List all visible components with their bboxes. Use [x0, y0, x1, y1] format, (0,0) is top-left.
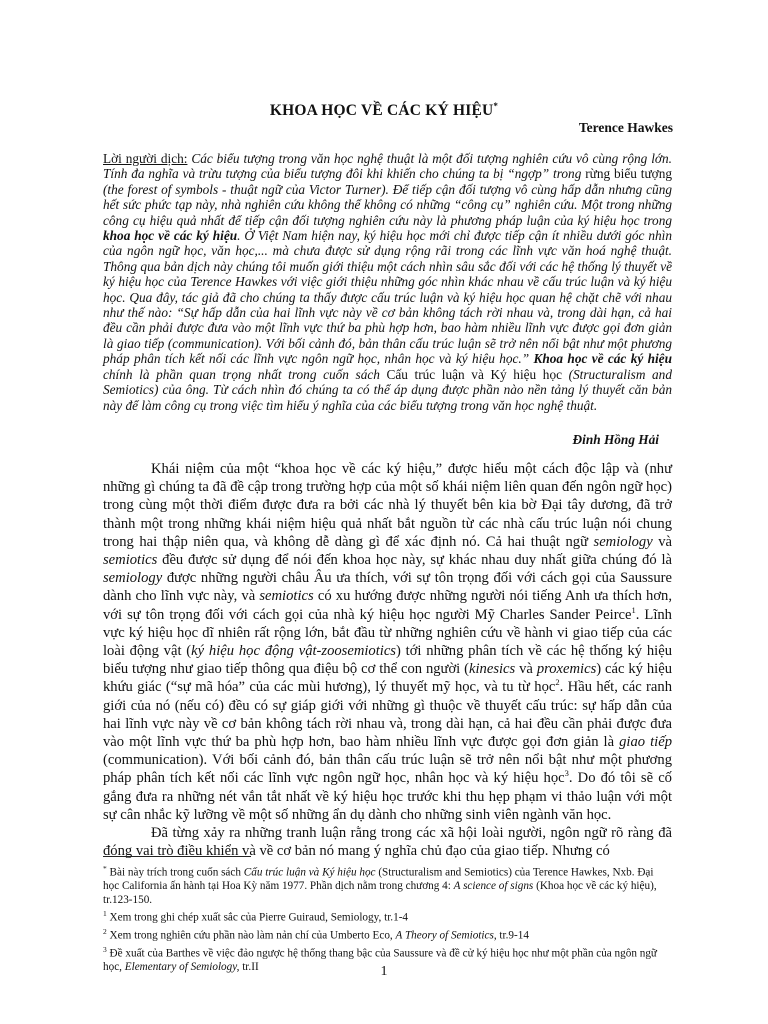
footnote-ref: 1 — [631, 604, 636, 615]
title-footnote-mark: * — [493, 101, 499, 111]
main-body — [103, 460, 672, 860]
footnote: * Bài này trích trong cuốn sách Cấu trúc luận và Ký hiệu học (Structuralism and Semiotics) của Terence Hawkes, Nxb. Đại học California ấn hành tại Hoa Kỳ năm 1977. Phần dịch nằm trong chương 4: A science of signs (Khoa học về các ký hiệu), tr.123-150. — [103, 864, 657, 906]
footnote: $^1$ Xem trong ghi chép xuất sắc của Pierre Guiraud, Semiology, tr.1-4 — [103, 908, 409, 924]
footnote-ref: 2 — [555, 677, 560, 688]
translator-note: Lời người dịch: Các biểu tượng trong văn học nghệ thuật là một đối tượng nghiên cứu vô cùng rộng lớn. Tính đa nghĩa và trừu tượng của biểu tượng đôi khi khiến cho chúng ta bị “ngợp” trong rừng biểu tượng (the forest of symbols - thuật ngữ của Victor Turner). Để tiếp cận đối tượng vô cùng hấp dẫn nhưng cũng hết sức phức tạp này, nhà nghiên cứu không thể không có những “công cụ” nghiên cứu. Một trong những công cụ hiệu quả nhất để tiếp cận đối tượng nghiên cứu này là phương pháp luận của ký hiệu học trong khoa học về các ký hiệu. Ở Việt Nam hiện nay, ký hiệu học mới chỉ được tiếp cận ít nhiều dưới góc nhìn của ngôn ngữ học, văn học,... mà chưa được sử dụng rộng rãi trong các lĩnh vực văn hoá nghệ thuật. Thông qua bản dịch này chúng tôi muốn giới thiệu một cách nhìn sâu sắc đối với các hệ thống lý thuyết về ký hiệu học của Terence Hawkes với việc giới thiệu những góc nhìn khác nhau về cấu trúc luận và ký hiệu học. Qua đây, tác giả đã cho chúng ta thấy được cấu trúc luận và ký hiệu học quan hệ chặt chẽ với nhau như thế nào: “Sự hấp dẫn của hai lĩnh vực này về cơ bản không tách rời nhau và, trong dài hạn, cả hai đều cần phải được đưa vào một lĩnh vực thứ ba phù hợp hơn, bao hàm nhiều lĩnh vực được gọi đơn giản là giao tiếp (communication). Với bối cảnh đó, bản thân cấu trúc luận sẽ trở nên nổi bật như một phương pháp phân tích kết nối các lĩnh vực ngôn ngữ học, nhân học và ký hiệu học.” Khoa học về các ký hiệu chính là phần quan trọng nhất trong cuốn sách Cấu trúc luận và Ký hiệu học (Structuralism and Semiotics) của ông. Từ cách nhìn đó chúng ta có thể áp dụng được phần nào nền tảng lý thuyết căn bản này để làm công cụ trong việc tìm hiểu ý nghĩa của các biểu tượng trong văn học nghệ thuật. — [103, 151, 673, 413]
article-title: KHOA HỌC VỀ CÁC KÝ HIỆU* — [269, 101, 499, 120]
body-paragraph: Khái niệm của một “khoa học về các ký hiệu,” được hiểu một cách độc lập và (như những gì chúng ta đã đề cập trong trường hợp của một số khái niệm liên quan đến ngôn ngữ học) trong cùng một thời điểm được đưa ra bởi các nhà lý thuyết bên kia bờ Đại tây dương, đã trở thành một trong những khái niệm hiệu quả nhất bắt nguồn từ các nhà cấu trúc luận nói chung trong hai thập niên qua, và không dễ dàng gì để xác định nó. Cả hai thuật ngữ semiology và semiotics đều được sử dụng để nói đến khoa học này, sự khác nhau duy nhất giữa chúng đó là semiology được những người châu Âu ưa thích, với sự tôn trọng đối với cách gọi của Saussure dành cho lĩnh vực này, và semiotics có xu hướng được những người nói tiếng Anh ưa thích hơn, với sự tôn trọng đối với cách gọi của nhà ký hiệu học người Mỹ Charles Sander Peirce$^1$. Lĩnh vực ký hiệu học dĩ nhiên rất rộng lớn, bắt đầu từ những nghiên cứu về hành vi giao tiếp của các loài động vật (ký hiệu học động vật-zoosemiotics) tới những phân tích về các hệ thống ký hiệu biểu tượng như giao tiếp thông qua điệu bộ cơ thể con người (kinesics và proxemics) các ký hiệu khứu giác (“sự mã hóa” của các mùi hương), lý thuyết mỹ học, và tu từ học$^2$. Hầu hết, các ranh giới của nó (nếu có) đều có sự giáp giới với những gì thuộc về thuyết cấu trúc: sự hấp dẫn của hai lĩnh vực này về cơ bản không tách rời nhau và, trong dài hạn, cả hai đều cần phải được đưa vào một lĩnh vực thứ ba phù hợp hơn, bao hàm nhiều lĩnh vực được gọi đơn giản là giao tiếp (communication). Với bối cảnh đó, bản thân cấu trúc luận sẽ trở nên nổi bật như một phương pháp phân tích kết nối các lĩnh vực ngôn ngữ học, nhân học và ký hiệu học$^3$. Do đó tôi sẽ cố gắng đưa ra những nét vắn tắt nhất về ký hiệu học trước khi thu hẹp phạm vi thảo luận với một sự cân nhắc kỹ lưỡng về một số những ẩn dụ dành cho những sinh viên ngành văn học. — [103, 461, 672, 823]
author-name: Terence Hawkes — [578, 120, 673, 135]
footnote-separator — [103, 856, 251, 857]
emphasis-term: Khoa học về các ký hiệu — [533, 351, 672, 367]
emphasis-term: khoa học về các ký hiệu — [103, 228, 238, 244]
footnote: $^3$ Đề xuất của Barthes về việc đảo ngược hệ thống thang bậc của Saussure và đề cử ký hiệu học như một phần của ngôn ngữ học, Elementary of Semiology, tr.II — [103, 945, 657, 974]
footnote: $^2$ Xem trong nghiên cứu phần nào làm nản chí của Umberto Eco, A Theory of Semiotics, tr.9-14 — [103, 927, 529, 942]
translator-note-lead: Lời người dịch: — [103, 151, 188, 166]
translator-signature: Đinh Hồng Hải — [572, 432, 659, 447]
body-paragraph: Đã từng xảy ra những tranh luận rằng trong các xã hội loài người, ngôn ngữ rõ ràng đã đóng vai trò điều khiển và về cơ bản nó mang ý nghĩa chủ đạo của giao tiếp. Nhưng có — [103, 825, 672, 860]
footnotes — [103, 862, 672, 975]
footnote-ref: 3 — [564, 768, 569, 779]
page-number: 1 — [380, 964, 388, 979]
